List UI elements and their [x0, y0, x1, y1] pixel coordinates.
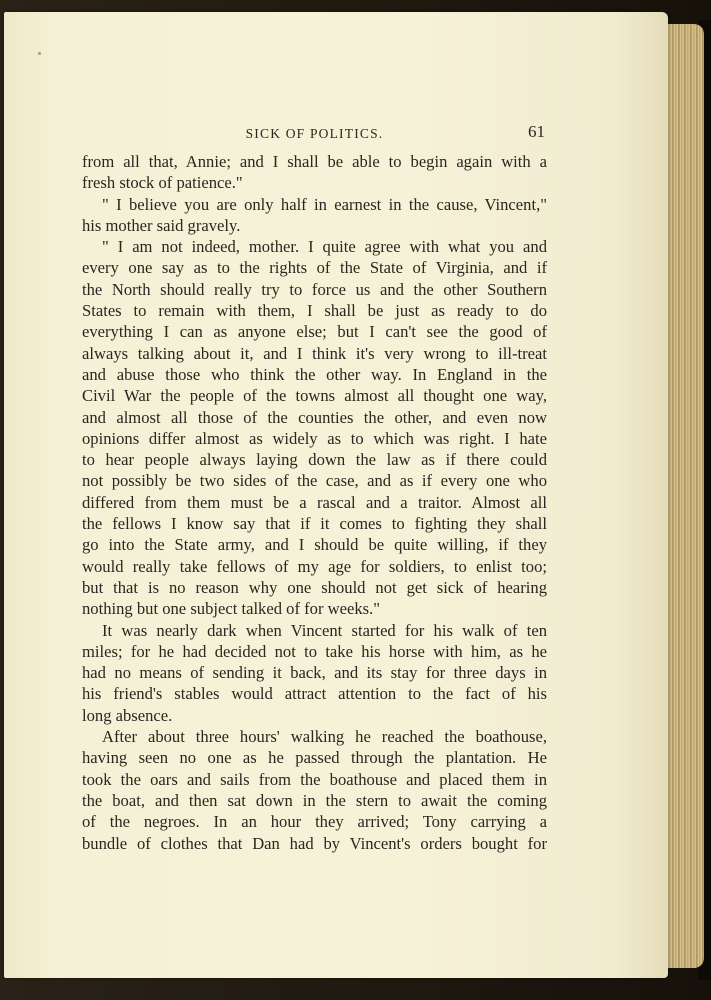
text-line: the North should really try to force us and the other Southern	[82, 279, 547, 299]
text-line: Civil War the people of the towns almost all thought one way,	[82, 386, 547, 406]
text-line: It was nearly dark when Vincent started for his walk of ten	[102, 620, 547, 640]
running-head	[82, 122, 547, 144]
text-line: of the negroes. In an hour they arrived; Tony carrying a	[82, 812, 547, 832]
text-line: bundle of clothes that Dan had by Vincent's orders bought for	[82, 833, 547, 853]
text-line: fresh stock of patience."	[82, 173, 243, 193]
running-title: SICK OF POLITICS.	[245, 126, 384, 141]
text-line: took the oars and sails from the boathouse and placed them in	[82, 769, 547, 789]
text-line: States to remain with them, I shall be just as ready to do	[82, 301, 547, 321]
text-line: the fellows I know say that if it comes to fighting they shall	[82, 514, 547, 534]
text-line: but that is no reason why one should not get sick of hearing	[82, 577, 547, 597]
text-line: differed from them must be a rascal and a traitor. Almost all	[82, 492, 547, 512]
text-line: everything I can as anyone else; but I can't see the good of	[82, 322, 547, 342]
text-line: his mother said gravely.	[82, 215, 241, 235]
text-line: and almost all those of the counties the other, and even now	[82, 407, 547, 427]
paper-speck	[38, 52, 41, 55]
text-line: " I am not indeed, mother. I quite agree with what you and	[102, 237, 547, 257]
text-line: nothing but one subject talked of for weeks."	[82, 599, 381, 619]
page-edges	[664, 24, 704, 968]
page-number: 61	[528, 122, 545, 141]
text-line: would really take fellows of my age for soldiers, to enlist too;	[82, 556, 547, 576]
text-line: to hear people always laying down the law as if there could	[82, 450, 547, 470]
text-line: go into the State army, and I should be quite willing, if they	[82, 535, 547, 555]
body-text	[82, 151, 547, 854]
text-line: always talking about it, and I think it's very wrong to ill-treat	[82, 343, 547, 363]
text-line: opinions differ almost as widely as to which was right. I hate	[82, 428, 547, 448]
text-line: " I believe you are only half in earnest in the cause, Vincent,"	[102, 194, 547, 214]
text-line: long absence.	[82, 705, 173, 725]
text-line: miles; for he had decided not to take his horse with him, as he	[82, 641, 547, 661]
text-line: every one say as to the rights of the State of Virginia, and if	[82, 258, 547, 278]
text-line: the boat, and then sat down in the stern to await the coming	[82, 790, 547, 810]
text-line: having seen no one as he passed through the plantation. He	[82, 748, 547, 768]
text-line: his friend's stables would attract attention to the fact of his	[82, 684, 547, 704]
text-line: not possibly be two sides of the case, and as if every one who	[82, 471, 547, 491]
text-line: and abuse those who think the other way. In England in the	[82, 364, 547, 384]
text-line: After about three hours' walking he reached the boathouse,	[102, 727, 547, 747]
text-line: had no means of sending it back, and its stay for three days in	[82, 663, 547, 683]
text-line: from all that, Annie; and I shall be able to begin again with a	[82, 152, 547, 171]
